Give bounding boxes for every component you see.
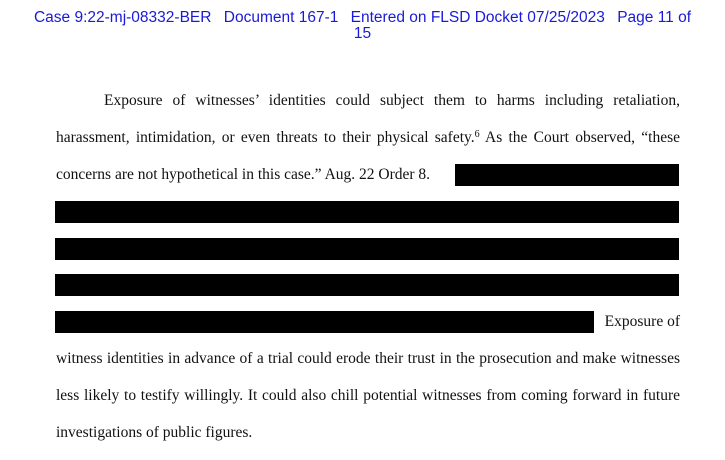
docket-header-line [0,10,725,26]
docket-entry-date: Entered on FLSD Docket 07/25/2023 [350,9,605,26]
paragraph-line-3: concerns are not hypothetical in this case.” Aug. 22 Order 8. [56,166,431,183]
paragraph-line-1: Exposure of witnesses’ identities could subject them to harms including retaliation, [104,92,680,109]
redaction-bar [55,311,594,333]
redaction-bar [55,238,679,260]
redaction-bar [55,201,679,223]
page-number: Page 11 of [617,9,692,26]
document-number: Document 167-1 [223,9,339,26]
paragraph-line-2 [56,128,680,148]
paragraph-line-7: witness identities in advance of a trial could erode their trust in the prosecution and make witnesses [56,350,680,367]
docket-header [0,10,725,42]
paragraph-line-6-end: Exposure of [604,313,680,330]
footnote-reference: 6 [474,129,480,140]
line-2-continuation: As the Court observed, “these [479,129,680,146]
paragraph-line-9: investigations of public figures. [56,424,253,441]
case-number: Case 9:22-mj-08332-BER [33,9,212,26]
paragraph-line-8: less likely to testify willingly. It could also chill potential witnesses from coming forward in future [56,387,680,404]
redaction-bar [455,164,679,186]
redaction-bar [55,274,679,296]
page-total: 15 [353,25,372,42]
line-2-text: harassment, intimidation, or even threats to their physical safety. [56,129,475,146]
